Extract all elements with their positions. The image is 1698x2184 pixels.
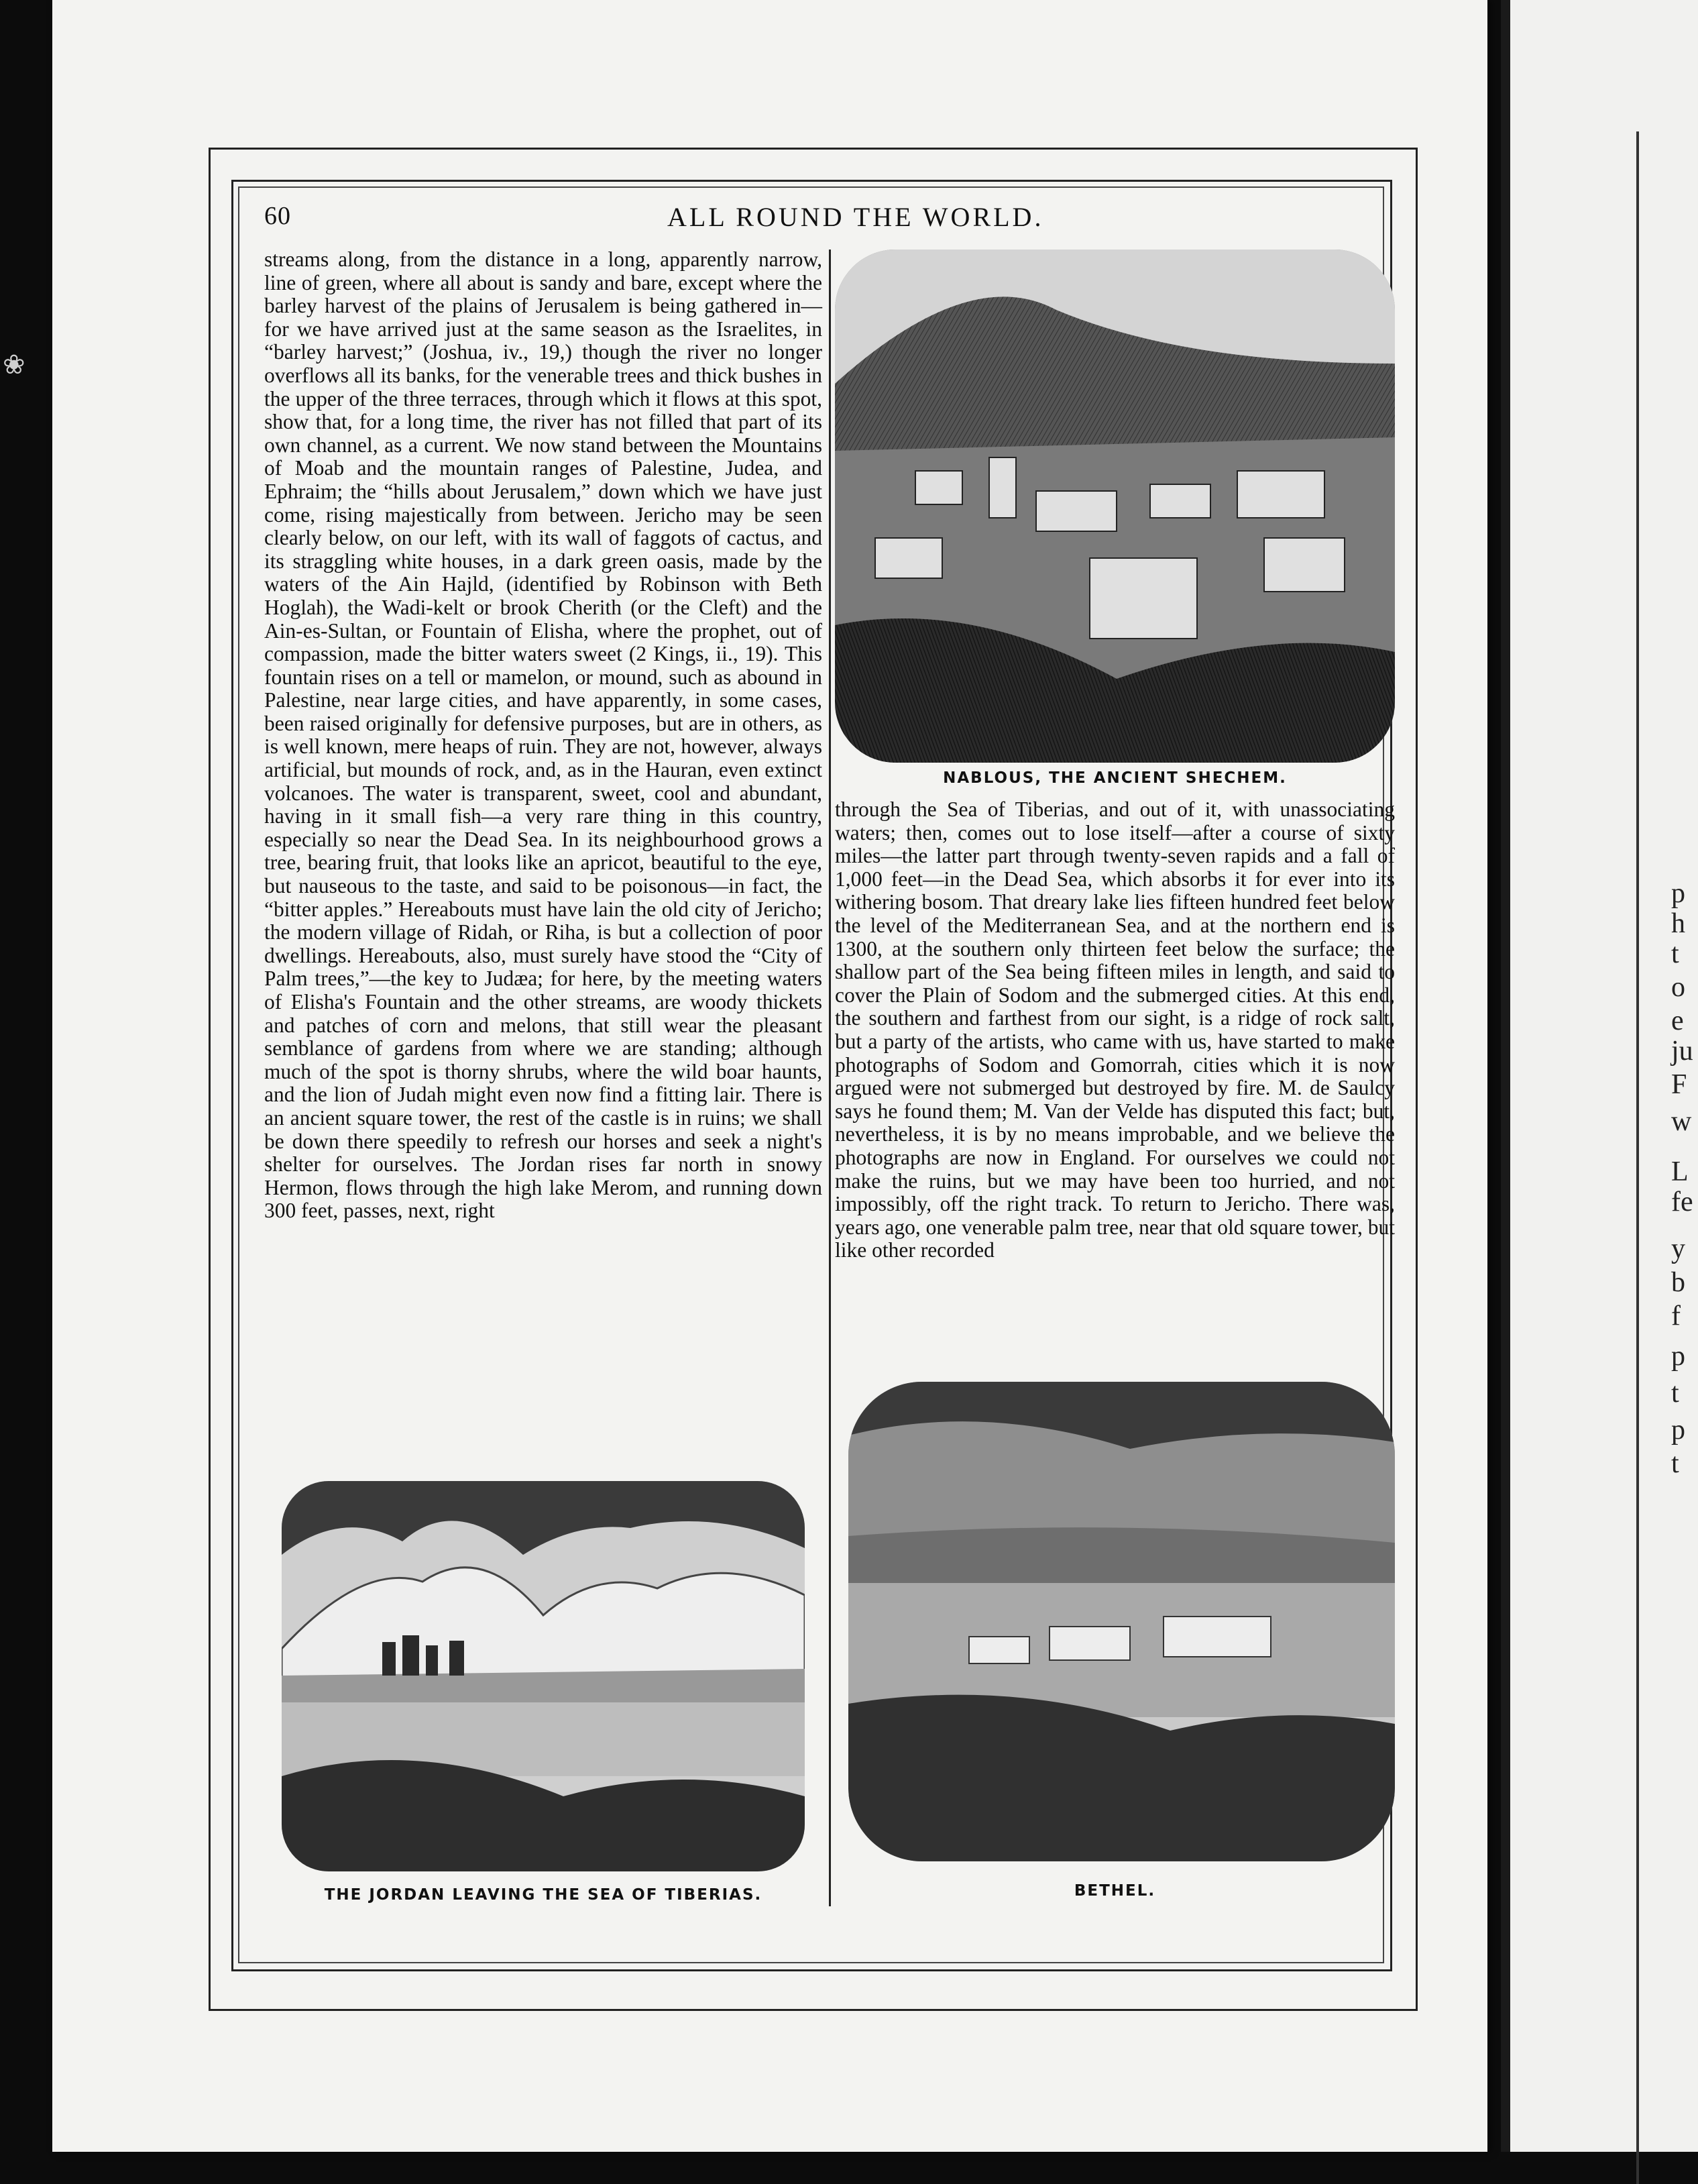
bethel-engraving [848, 1382, 1395, 1861]
next-page-letter: t [1671, 1378, 1679, 1409]
next-page-letter: o [1671, 972, 1685, 1003]
running-title: ALL ROUND THE WORLD. [667, 202, 1044, 232]
jordan-engraving [282, 1481, 805, 1871]
left-paragraph: streams along, from the distance in a long, apparently narrow, line of green, where all about is sandy and bare, except where the barley harvest of the plains of Jerusalem is being gathered in—for we have arrived just at the same season as the Israelites, in “barley harvest;” (Joshua, iv., 19,) though the river no longer overflows all its banks, for the venerable trees and thick bushes in the upper of the three terraces, through which it flows at this spot, show that, for a long time, the river has not filled that part of its own channel, as a current. We now stand between the Mountains of Moab and the mountain ranges of Palestine, Judea, and Ephraim; the “hills about Jerusalem,” down which we have just come, rising majestically from between. Jericho may be seen clearly below, on our left, with its wall of faggots of cactus, and its straggling white houses, in a dark green oasis, made by the waters of the Ain Hajld, (identified by Robinson with Beth Hoglah), the Wadi-kelt or brook Cherith (or the Cleft) and the Ain-es-Sultan, or Fountain of Elisha, where the prophet, out of compassion, made the bitter waters sweet (2 Kings, ii., 19). This fountain rises on a tell or mamelon, or mound, such as abound in Palestine, near large cities, and have apparently, in some cases, been raised originally for defensive purposes, but are in others, as is well known, mere heaps of ruin. They are not, however, always artificial, but mounds of rock, and, as in the Hauran, even extinct volcanoes. The water is transparent, sweet, cool and abundant, having in it small fish—a very rare thing in this country, especially so near the Dead Sea. In its neighbourhood grows a tree, bearing fruit, that looks like an apricot, beautiful to the eye, but nauseous to the taste, and said to be poisonous—in fact, the “bitter apples.” Hereabouts must have lain the old city of Jericho; the modern village of Ridah, or Riha, is but a collection of poor dwellings. Hereabouts, also, must surely have stood the “City of Palm trees,”—the key to Judæa; for here, by the meeting waters of Elisha's Fountain and the other streams, are woody thickets and patches of corn and melons, that still wear the pleasant semblance of gardens from where we are standing; although much of the spot is thorny shrubs, where the wild boar haunts, and the lion of Judah might even now find a fitting lair. There is an ancient square tower, the rest of the castle is in ruins; we shall be down there speedily to refresh our horses and seek a night's shelter for ourselves. The Jordan rises far north in snowy Hermon, flows through the high lake Merom, and running down 300 feet, passes, next, right [264, 248, 822, 1223]
next-page-letter: p [1671, 1341, 1685, 1372]
next-page-letter: p [1671, 878, 1685, 909]
next-page-border [1636, 131, 1666, 2184]
next-page-letter: F [1671, 1069, 1687, 1100]
right-paragraph: through the Sea of Tiberias, and out of it, with unassociating waters; then, comes out to lose itself—after a course of sixty miles—the latter part through twenty-seven rapids and a fall of 1,000 feet—in the Dead Sea, which absorbs it for ever into its withering bosom. That dreary lake lies fifteen hundred feet below the level of the Mediterranean Sea, and at the northern end is 1300, at the southern only thirteen feet below the surface; the shallow part of the Sea being fifteen miles in length, and said to cover the Plain of Sodom and the submerged cities. At this end, the southern and farthest from our sight, is a ridge of rock salt, but a party of the artists, who came with us, have started to make photographs of Sodom and Gomorrah, cities which it is now argued were not submerged but destroyed by fire. M. de Saulcy says he found them; M. Van der Velde has disputed this fact; but, nevertheless, it is by no means improbable, and we believe the photographs are now in England. For ourselves we could not make the ruins, but we may have been too hurried, and not impossibly, off the right track. To return to Jericho. There was, years ago, one venerable palm tree, near that old square tower, but like other recorded [835, 798, 1395, 1262]
next-page-letter: b [1671, 1267, 1685, 1298]
next-page-letter: e [1671, 1005, 1684, 1036]
next-page-edge [1501, 0, 1698, 2152]
next-page-letter: h [1671, 908, 1685, 939]
next-page-letter: fe [1671, 1187, 1693, 1217]
page-number: 60 [264, 202, 291, 230]
left-scan-edge [0, 0, 52, 2152]
next-page-letter: p [1671, 1415, 1685, 1445]
edge-ornament-icon: ❀ [3, 349, 25, 380]
next-page-letter: f [1671, 1301, 1681, 1331]
jordan-caption: THE JORDAN LEAVING THE SEA OF TIBERIAS. [324, 1886, 762, 1904]
left-column-text [264, 248, 822, 1456]
next-page-letter: w [1671, 1106, 1692, 1137]
next-page-letter: L [1671, 1156, 1689, 1187]
nablous-caption: NABLOUS, THE ANCIENT SHECHEM. [943, 769, 1287, 787]
column-rule [829, 250, 831, 1906]
next-page-letter: t [1671, 1448, 1679, 1479]
next-page-letter: y [1671, 1234, 1685, 1264]
bethel-caption: BETHEL. [1074, 1882, 1156, 1900]
next-page-letter: t [1671, 938, 1679, 969]
next-page-letter: ju [1671, 1036, 1693, 1067]
nablous-engraving [835, 250, 1395, 763]
right-column-text [835, 798, 1395, 1368]
